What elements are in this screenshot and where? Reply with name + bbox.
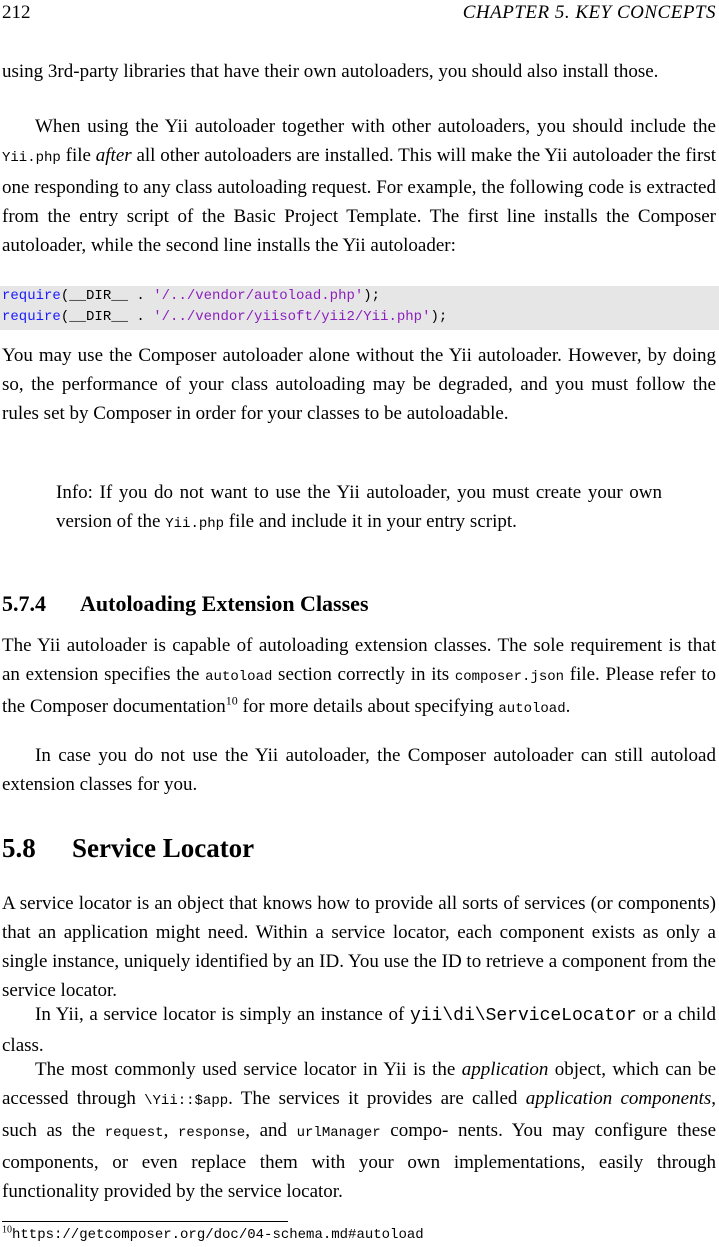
paragraph-composer-alone: You may use the Composer autoloader alone without the Yii autoloader. However, by doing so, the performance of your class autoloading may be degraded, and you must follow the rules set by Composer in order for your classes to be autoloadable.: [2, 345, 716, 424]
paragraph-continuation: using 3rd-party libraries that have their own autoloaders, you should also install those.: [2, 61, 659, 82]
info-box: Info: If you do not want to use the Yii autoloader, you must create your own version of the Yii.php file and include it in your entry script.: [56, 482, 662, 532]
emphasis: application: [461, 1059, 549, 1080]
paragraph-no-yii-autoloader: In case you do not use the Yii autoloader, the Composer autoloader can still autoload extension classes for you.: [2, 745, 716, 795]
chapter-title: CHAPTER 5. KEY CONCEPTS: [462, 2, 716, 23]
paragraph-application-object: The most commonly used service locator in Yii is the application object, which can be accessed through \Yii::$app. The services it provides are called application components, such as the request, response, and urlManager compo- nents. You may configure these components, or even replace them with your own implementations, easily through functionality provided by the service locator.: [2, 1059, 717, 1202]
running-header: [2, 0, 716, 24]
footnote-number: 10: [2, 1224, 12, 1236]
footnote-link[interactable]: https://getcomposer.org/doc/04-schema.md#autoload: [12, 1227, 424, 1243]
code-block: [0, 286, 719, 330]
paragraph-service-locator-class: In Yii, a service locator is simply an instance of yii\di\ServiceLocator or a child class.: [2, 1004, 716, 1056]
inline-code: autoload: [205, 669, 273, 685]
section-heading-5-7-4: 5.7.4 Autoloading Extension Classes: [2, 591, 369, 616]
inline-code: urlManager: [296, 1125, 381, 1141]
paragraph-service-locator-intro: A service locator is an object that knows how to provide all sorts of services (or components) that an application might need. Within a service locator, each component exists as only a single instance, uniquely identified by an ID. You use the ID to retrieve a component from the service locator.: [2, 893, 716, 1001]
inline-code: request: [104, 1125, 164, 1141]
inline-code: yii\di\ServiceLocator: [409, 1006, 637, 1026]
inline-code: \Yii::$app: [144, 1093, 229, 1109]
section-heading-5-8: 5.8 Service Locator: [2, 833, 255, 863]
emphasis: application components: [525, 1088, 712, 1109]
paragraph-autoloader-order: When using the Yii autoloader together with other autoloaders, you should include the Yii.php file after all other autoloaders are installed. This will make the Yii autoloader the first one responding to any class autoloading request. For example, the following code is extracted from the entry script of the Basic Project Template. The first line installs the Composer autoloader, while the second line installs the Yii autoloader:: [2, 116, 716, 256]
page-number: 212: [2, 2, 31, 23]
code-line: require(__DIR__ . '/../vendor/yiisoft/yii2/Yii.php');: [2, 309, 448, 325]
inline-code: response: [177, 1125, 246, 1141]
footnote: [2, 1225, 424, 1245]
code-line: require(__DIR__ . '/../vendor/autoload.php');: [2, 288, 381, 304]
footnote-rule: [2, 1221, 288, 1222]
inline-code: autoload: [498, 701, 566, 717]
paragraph-extension-classes: The Yii autoloader is capable of autoloading extension classes. The sole requirement is that an extension specifies the autoload section correctly in its composer.json file. Please refer to the Composer documentation$^{10}$ for more details about specifying autoload.: [2, 635, 717, 717]
emphasis: after: [95, 145, 132, 166]
inline-code: Yii.php: [165, 516, 225, 532]
footnote-marker: 10: [225, 693, 238, 708]
inline-code: composer.json: [454, 669, 565, 685]
inline-code: Yii.php: [2, 150, 61, 166]
